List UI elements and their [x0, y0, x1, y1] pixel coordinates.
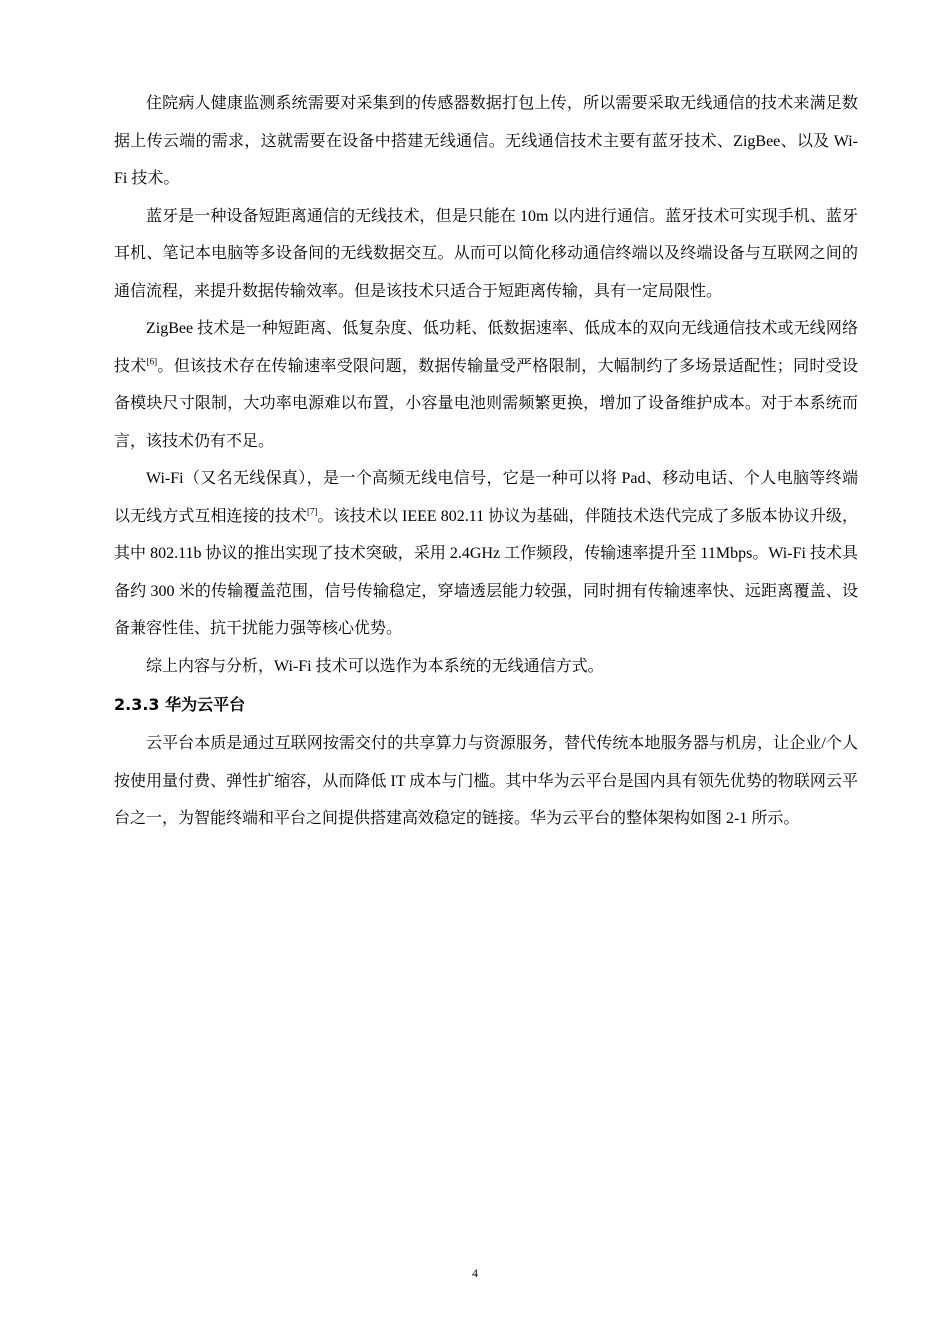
body-paragraph	[114, 725, 858, 838]
page-number: 4	[472, 1266, 478, 1280]
paragraph-text: 云平台本质是通过互联网按需交付的共享算力与资源服务，替代传统本地服务器与机房，让企业/个人按使用量付费、弹性扩缩容，从而降低 IT 成本与门槛。其中华为云平台是国内具有领先优势的物联网云平台之一，为智能终端和平台之间提供搭建高效稳定的链接。华为云平台的整体架构如图 2-1 所示。	[114, 735, 858, 827]
citation-superscript: [7]	[306, 506, 318, 517]
section-intro-paragraphs	[114, 85, 858, 685]
section-cloud-paragraphs	[114, 725, 858, 838]
body-paragraph	[114, 198, 858, 311]
document-body	[114, 85, 858, 838]
citation-superscript: [6]	[146, 356, 158, 367]
paragraph-text: ZigBee 技术是一种短距离、低复杂度、低功耗、低数据速率、低成本的双向无线通信技术或无线网络技术	[114, 320, 858, 375]
body-paragraph	[114, 460, 858, 648]
paragraph-text: 住院病人健康监测系统需要对采集到的传感器数据打包上传，所以需要采取无线通信的技术来满足数据上传云端的需求，这就需要在设备中搭建无线通信。无线通信技术主要有蓝牙技术、ZigBee、以及 Wi-Fi 技术。	[114, 95, 858, 187]
body-paragraph	[114, 648, 858, 686]
paragraph-text: 。该技术以 IEEE 802.11 协议为基础，伴随技术迭代完成了多版本协议升级，其中 802.11b 协议的推出实现了技术突破，采用 2.4GHz 工作频段，传输速率提升至 11Mbps。Wi-Fi 技术具备约 300 米的传输覆盖范围，信号传输稳定，穿墙透层能力较强，同时拥有传输速率快、远距离覆盖、设备兼容性佳、抗干扰能力强等核心优势。	[114, 507, 858, 637]
body-paragraph	[114, 310, 858, 460]
paragraph-text: 蓝牙是一种设备短距离通信的无线技术，但是只能在 10m 以内进行通信。蓝牙技术可实现手机、蓝牙耳机、笔记本电脑等多设备间的无线数据交互。从而可以简化移动通信终端以及终端设备与互联网之间的通信流程，来提升数据传输效率。但是该技术只适合于短距离传输，具有一定局限性。	[114, 207, 858, 300]
paragraph-text: 。但该技术存在传输速率受限问题，数据传输量受严格限制，大幅制约了多场景适配性；同时受设备模块尺寸限制，大功率电源难以布置，小容量电池则需频繁更换，增加了设备维护成本。对于本系统而言，该技术仍有不足。	[114, 357, 858, 450]
paragraph-text: Wi-Fi（又名无线保真），是一个高频无线电信号，它是一种可以将 Pad、移动电话、个人电脑等终端以无线方式互相连接的技术	[114, 470, 858, 525]
paragraph-text: 综上内容与分析，Wi-Fi 技术可以选作为本系统的无线通信方式。	[146, 657, 604, 675]
section-heading: 2.3.3 华为云平台	[114, 695, 246, 714]
body-paragraph	[114, 85, 858, 198]
